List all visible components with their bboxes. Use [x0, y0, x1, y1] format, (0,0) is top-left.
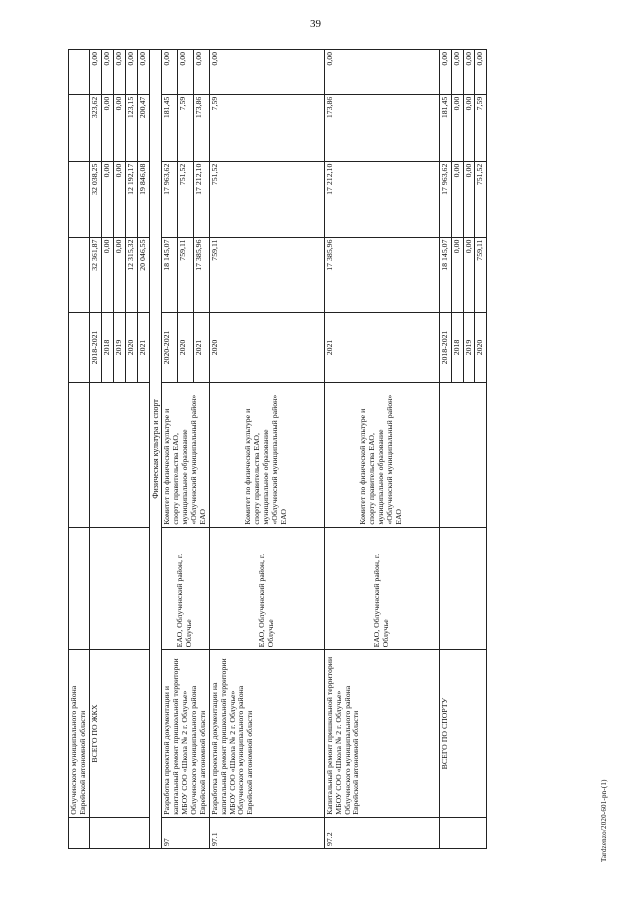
federal-value-cell: 32 038,25	[89, 161, 101, 237]
year-cell: 2020	[177, 313, 193, 382]
total-value-cell: 20 046,55	[137, 237, 149, 313]
program-table	[68, 49, 487, 849]
total-value-cell: 17 385,96	[324, 237, 439, 313]
regional-value-cell: 323,62	[89, 94, 101, 161]
executor-cell	[439, 382, 487, 527]
item-name: Капитальный ремонт пришкольной территории МБОУ СОО «Школа № 2 г. Облучье» Облученского муниципального района Еврейской автономной области	[324, 650, 439, 817]
federal-value-cell: 751,52	[209, 161, 324, 237]
location-cell	[69, 527, 90, 650]
local-value-cell: 0,00	[324, 50, 439, 95]
year-cell: 2021	[193, 313, 209, 382]
document-code: Tardzenzo/2020-601-pn-(1)	[600, 779, 608, 862]
item-name: Разработка проектной документации на капитальный ремонт пришкольной территории МБОУ СОО «Школа № 2 г. Облучье» Облученского муниципального района Еврейской автономной области	[209, 650, 324, 817]
executor-cell	[89, 382, 149, 527]
num-cell	[89, 817, 149, 848]
regional-value-cell: 181,45	[161, 94, 177, 161]
housing-org-row	[69, 50, 90, 849]
local-value-cell: 0,00	[209, 50, 324, 95]
empty-cell	[69, 94, 90, 161]
local-value-cell: 0,00	[101, 50, 113, 95]
federal-value-cell: 17 212,10	[324, 161, 439, 237]
total-value-cell: 18 145,07	[439, 237, 451, 313]
year-cell: 2018	[451, 313, 463, 382]
item-number: 97	[161, 817, 209, 848]
year-cell: 2020	[125, 313, 137, 382]
section-header-row	[149, 50, 161, 849]
regional-value-cell: 173,86	[193, 94, 209, 161]
regional-value-cell: 0,00	[451, 94, 463, 161]
program-item-row	[209, 50, 324, 849]
year-cell: 2018-2021	[89, 313, 101, 382]
item-executor: Комитет по физической культуре и спорту правительства ЕАО, муниципальное образование «Облученский муниципальный район» ЕАО	[324, 382, 439, 527]
total-value-cell: 759,11	[209, 237, 324, 313]
num-cell	[69, 817, 90, 848]
regional-value-cell: 0,00	[101, 94, 113, 161]
regional-value-cell: 7,59	[209, 94, 324, 161]
regional-value-cell: 0,00	[463, 94, 475, 161]
executor-cell	[69, 382, 90, 527]
item-number: 97.1	[209, 817, 324, 848]
federal-value-cell: 0,00	[451, 161, 463, 237]
location-cell	[89, 527, 149, 650]
empty-cell	[69, 50, 90, 95]
local-value-cell: 0,00	[451, 50, 463, 95]
federal-value-cell: 751,52	[177, 161, 193, 237]
federal-value-cell: 12 192,17	[125, 161, 137, 237]
section-title: Физическая культура и спорт	[149, 50, 161, 849]
item-executor: Комитет по физической культуре и спорту правительства ЕАО, муниципальное образование «Облученский муниципальный район» ЕАО	[161, 382, 209, 527]
total-value-cell: 32 361,87	[89, 237, 101, 313]
local-value-cell: 0,00	[463, 50, 475, 95]
local-value-cell: 0,00	[439, 50, 451, 95]
regional-value-cell: 7,59	[177, 94, 193, 161]
total-label-cell: ВСЕГО ПО ЖКХ	[89, 650, 149, 817]
item-location: ЕАО, Облученский район, г. Облучье	[161, 527, 209, 650]
regional-value-cell: 181,45	[439, 94, 451, 161]
regional-value-cell: 200,47	[137, 94, 149, 161]
rotated-table-container	[68, 49, 608, 849]
local-value-cell: 0,00	[193, 50, 209, 95]
local-value-cell: 0,00	[137, 50, 149, 95]
page-number: 39	[310, 18, 321, 30]
year-cell: 2020-2021	[161, 313, 177, 382]
program-item-row	[161, 50, 177, 849]
program-item-row	[324, 50, 439, 849]
sport-total-row	[439, 50, 451, 849]
local-value-cell: 0,00	[113, 50, 125, 95]
total-value-cell: 12 315,32	[125, 237, 137, 313]
org-text-cell: Облученского муниципального района Еврейской автономной области	[69, 650, 90, 817]
item-location: ЕАО, Облученский район, г. Облучье	[209, 527, 324, 650]
local-value-cell: 0,00	[161, 50, 177, 95]
empty-cell	[69, 313, 90, 382]
num-cell	[439, 817, 487, 848]
item-number: 97.2	[324, 817, 439, 848]
year-cell: 2018-2021	[439, 313, 451, 382]
regional-value-cell: 123,15	[125, 94, 137, 161]
federal-value-cell: 0,00	[463, 161, 475, 237]
total-value-cell: 0,00	[463, 237, 475, 313]
federal-value-cell: 17 963,62	[161, 161, 177, 237]
federal-value-cell: 19 846,08	[137, 161, 149, 237]
year-cell: 2020	[475, 313, 487, 382]
federal-value-cell: 0,00	[101, 161, 113, 237]
total-value-cell: 0,00	[113, 237, 125, 313]
table-body	[69, 50, 487, 849]
total-value-cell: 759,11	[475, 237, 487, 313]
regional-value-cell: 0,00	[113, 94, 125, 161]
year-cell: 2019	[463, 313, 475, 382]
location-cell	[439, 527, 487, 650]
local-value-cell: 0,00	[177, 50, 193, 95]
year-cell: 2020	[209, 313, 324, 382]
total-value-cell: 759,11	[177, 237, 193, 313]
empty-cell	[69, 237, 90, 313]
federal-value-cell: 0,00	[113, 161, 125, 237]
total-label-cell: ВСЕГО ПО СПОРТУ	[439, 650, 487, 817]
local-value-cell: 0,00	[125, 50, 137, 95]
federal-value-cell: 751,52	[475, 161, 487, 237]
year-cell: 2021	[137, 313, 149, 382]
item-name: Разработка проектной документации и капитальный ремонт пришкольной территории МБОУ СОО «Школа № 2 г. Облучье» Облученского муниципального района Еврейской автономной области	[161, 650, 209, 817]
year-cell: 2021	[324, 313, 439, 382]
total-value-cell: 18 145,07	[161, 237, 177, 313]
item-executor: Комитет по физической культуре и спорту правительства ЕАО, муниципальное образование «Облученский муниципальный район» ЕАО	[209, 382, 324, 527]
year-cell: 2019	[113, 313, 125, 382]
local-value-cell: 0,00	[89, 50, 101, 95]
total-value-cell: 0,00	[451, 237, 463, 313]
empty-cell	[69, 161, 90, 237]
total-value-cell: 17 385,96	[193, 237, 209, 313]
local-value-cell: 0,00	[475, 50, 487, 95]
year-cell: 2018	[101, 313, 113, 382]
federal-value-cell: 17 963,62	[439, 161, 451, 237]
regional-value-cell: 173,86	[324, 94, 439, 161]
regional-value-cell: 7,59	[475, 94, 487, 161]
total-value-cell: 0,00	[101, 237, 113, 313]
housing-total-row	[89, 50, 101, 849]
item-location: ЕАО, Облученский район, г. Облучье	[324, 527, 439, 650]
federal-value-cell: 17 212,10	[193, 161, 209, 237]
